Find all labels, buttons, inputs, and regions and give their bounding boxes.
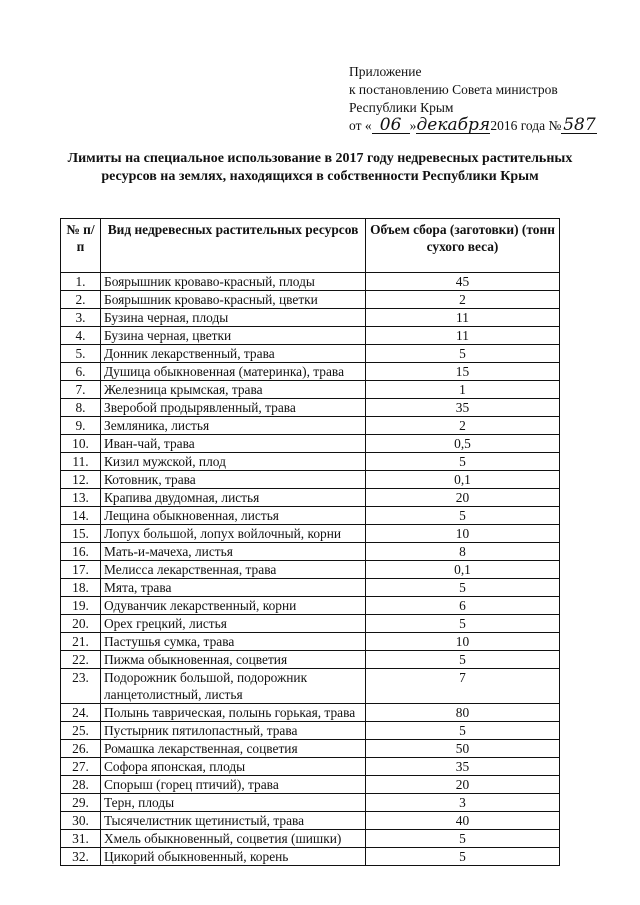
row-number: 22. — [61, 651, 101, 669]
resource-name: Кизил мужской, плод — [101, 453, 366, 471]
resource-name: Ромашка лекарственная, соцветия — [101, 740, 366, 758]
row-number: 29. — [61, 794, 101, 812]
resource-name: Крапива двудомная, листья — [101, 489, 366, 507]
row-number: 4. — [61, 327, 101, 345]
volume-value: 10 — [366, 633, 560, 651]
resource-name: Спорыш (горец птичий), трава — [101, 776, 366, 794]
row-number: 3. — [61, 309, 101, 327]
row-number: 15. — [61, 525, 101, 543]
row-number: 1. — [61, 273, 101, 291]
resource-name: Тысячелистник щетинистый, трава — [101, 812, 366, 830]
volume-value: 3 — [366, 794, 560, 812]
table-row — [61, 381, 560, 399]
header-resource: Вид недревесных растительных ресурсов — [101, 219, 366, 273]
resource-name: Железница крымская, трава — [101, 381, 366, 399]
date-month: декабря — [416, 115, 491, 135]
table-row — [61, 633, 560, 651]
row-number: 12. — [61, 471, 101, 489]
table-row — [61, 453, 560, 471]
volume-value: 5 — [366, 345, 560, 363]
table-row — [61, 597, 560, 615]
table-row — [61, 345, 560, 363]
resource-name: Хмель обыкновенный, соцветия (шишки) — [101, 830, 366, 848]
table-row — [61, 615, 560, 633]
resource-name: Подорожник большой, подорожник ланцетолистный, листья — [101, 669, 366, 704]
volume-value: 20 — [366, 489, 560, 507]
row-number: 21. — [61, 633, 101, 651]
resource-name: Орех грецкий, листья — [101, 615, 366, 633]
table-row — [61, 651, 560, 669]
table-row — [61, 363, 560, 381]
appendix-line: Приложение — [349, 64, 422, 79]
volume-value: 10 — [366, 525, 560, 543]
volume-value: 40 — [366, 812, 560, 830]
volume-value: 0,1 — [366, 471, 560, 489]
resource-name: Бузина черная, цветки — [101, 327, 366, 345]
row-number: 7. — [61, 381, 101, 399]
resource-name: Софора японская, плоды — [101, 758, 366, 776]
resource-name: Донник лекарственный, трава — [101, 345, 366, 363]
row-number: 10. — [61, 435, 101, 453]
row-number: 11. — [61, 453, 101, 471]
volume-value: 5 — [366, 453, 560, 471]
volume-value: 80 — [366, 704, 560, 722]
volume-value: 5 — [366, 722, 560, 740]
table-row — [61, 471, 560, 489]
table-row — [61, 525, 560, 543]
volume-value: 5 — [366, 848, 560, 866]
row-number: 20. — [61, 615, 101, 633]
document-title: Лимиты на специальное использование в 2017 году недревесных растительных ресурсов на землях, находящихся в собственности Республики Крым — [67, 151, 573, 184]
resource-name: Мята, трава — [101, 579, 366, 597]
row-number: 24. — [61, 704, 101, 722]
volume-value: 5 — [366, 651, 560, 669]
appendix-header — [349, 63, 597, 135]
resource-name: Цикорий обыкновенный, корень — [101, 848, 366, 866]
resource-name: Пастушья сумка, трава — [101, 633, 366, 651]
appendix-date-line — [349, 117, 597, 135]
volume-value: 5 — [366, 615, 560, 633]
resource-name: Лопух большой, лопух войлочный, корни — [101, 525, 366, 543]
table-row — [61, 830, 560, 848]
table-row — [61, 812, 560, 830]
table-row — [61, 309, 560, 327]
row-number: 14. — [61, 507, 101, 525]
row-number: 31. — [61, 830, 101, 848]
table-row — [61, 273, 560, 291]
table-row — [61, 776, 560, 794]
table-row — [61, 561, 560, 579]
resource-name: Мелисса лекарственная, трава — [101, 561, 366, 579]
volume-value: 5 — [366, 507, 560, 525]
resource-name: Лещина обыкновенная, листья — [101, 507, 366, 525]
table-row — [61, 669, 560, 704]
volume-value: 0,1 — [366, 561, 560, 579]
table-row — [61, 507, 560, 525]
row-number: 32. — [61, 848, 101, 866]
row-number: 26. — [61, 740, 101, 758]
volume-value: 5 — [366, 830, 560, 848]
volume-value: 50 — [366, 740, 560, 758]
resource-name: Иван-чай, трава — [101, 435, 366, 453]
table-header-row — [61, 219, 560, 273]
table-row — [61, 579, 560, 597]
resource-name: Бузина черная, плоды — [101, 309, 366, 327]
row-number: 8. — [61, 399, 101, 417]
table-row — [61, 740, 560, 758]
row-number: 30. — [61, 812, 101, 830]
table-row — [61, 758, 560, 776]
row-number: 5. — [61, 345, 101, 363]
resource-name: Боярышник кроваво-красный, цветки — [101, 291, 366, 309]
volume-value: 1 — [366, 381, 560, 399]
row-number: 25. — [61, 722, 101, 740]
resource-name: Боярышник кроваво-красный, плоды — [101, 273, 366, 291]
volume-value: 6 — [366, 597, 560, 615]
table-row — [61, 291, 560, 309]
header-number: № п/п — [61, 219, 101, 273]
volume-value: 0,5 — [366, 435, 560, 453]
row-number: 2. — [61, 291, 101, 309]
row-number: 9. — [61, 417, 101, 435]
row-number: 27. — [61, 758, 101, 776]
row-number: 23. — [61, 669, 101, 704]
resource-name: Полынь таврическая, полынь горькая, трава — [101, 704, 366, 722]
date-year: 2016 года № — [490, 118, 562, 133]
resource-name: Пустырник пятилопастный, трава — [101, 722, 366, 740]
resource-name: Котовник, трава — [101, 471, 366, 489]
volume-value: 35 — [366, 758, 560, 776]
row-number: 18. — [61, 579, 101, 597]
row-number: 28. — [61, 776, 101, 794]
volume-value: 5 — [366, 579, 560, 597]
resource-name: Терн, плоды — [101, 794, 366, 812]
row-number: 16. — [61, 543, 101, 561]
date-mid: » — [409, 118, 417, 133]
table-row — [61, 794, 560, 812]
table-row — [61, 327, 560, 345]
volume-value: 35 — [366, 399, 560, 417]
table-row — [61, 399, 560, 417]
table-row — [61, 704, 560, 722]
limits-table — [60, 218, 560, 866]
table-row — [61, 435, 560, 453]
table-row — [61, 489, 560, 507]
volume-value: 11 — [366, 327, 560, 345]
document-number: 587 — [563, 115, 596, 135]
row-number: 6. — [61, 363, 101, 381]
date-day: 06 — [372, 117, 410, 134]
volume-value: 2 — [366, 291, 560, 309]
volume-value: 8 — [366, 543, 560, 561]
resource-name: Мать-и-мачеха, листья — [101, 543, 366, 561]
table-row — [61, 722, 560, 740]
volume-value: 45 — [366, 273, 560, 291]
resource-name: Душица обыкновенная (материнка), трава — [101, 363, 366, 381]
row-number: 19. — [61, 597, 101, 615]
table-row — [61, 543, 560, 561]
table-row — [61, 848, 560, 866]
volume-value: 20 — [366, 776, 560, 794]
appendix-line: Республики Крым — [349, 100, 454, 115]
row-number: 13. — [61, 489, 101, 507]
row-number: 17. — [61, 561, 101, 579]
volume-value: 7 — [366, 669, 560, 704]
volume-value: 11 — [366, 309, 560, 327]
date-prefix: от « — [349, 118, 372, 133]
resource-name: Земляника, листья — [101, 417, 366, 435]
appendix-line: к постановлению Совета министров — [349, 82, 558, 97]
resource-name: Пижма обыкновенная, соцветия — [101, 651, 366, 669]
header-volume: Объем сбора (заготовки) (тонн сухого веса) — [366, 219, 560, 273]
resource-name: Зверобой продырявленный, трава — [101, 399, 366, 417]
resource-name: Одуванчик лекарственный, корни — [101, 597, 366, 615]
volume-value: 2 — [366, 417, 560, 435]
table-row — [61, 417, 560, 435]
volume-value: 15 — [366, 363, 560, 381]
